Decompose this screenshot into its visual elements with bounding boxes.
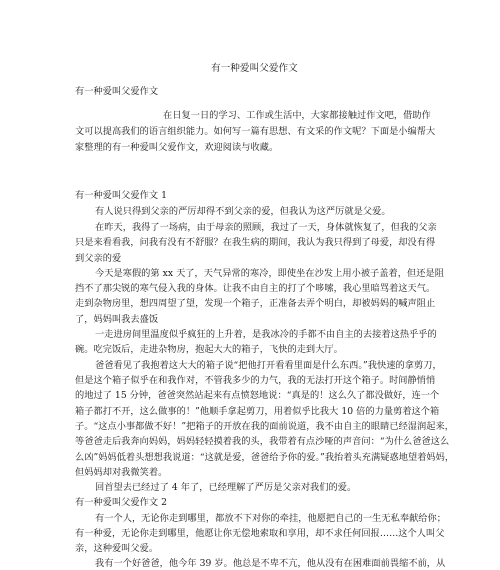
paragraph-line: 只是来看看我，问我有没有不舒服？在我生病的期间，我认为我只得到了母爱，却没有得 [75,237,436,248]
intro-line: 家整理的有一种爱叫父爱作文，欢迎阅读与收藏。 [75,142,279,153]
paragraph-line: 但妈妈却对我微笑着。 [75,467,168,478]
document-title: 有一种爱叫父爱作文 [211,63,298,74]
paragraph-line: 但是这个箱子似乎在和我作对，不管我多少的力气，我的无法打开这个箱子。时间静悄悄 [75,375,436,386]
paragraph-line: 我有一个好爸爸，他今年 39 岁。他总是不卑不亢，他从没有在困难面前畏缩不前，从 [95,558,446,569]
intro-line: 在日复一日的学习、工作或生活中，大家都接触过作文吧，借助作 [163,110,431,121]
paragraph-line: 在昨天，我得了一场病，由于母亲的照顾，我过了一天，身体就恢复了，但我的父亲 [95,222,437,233]
section-heading-1: 有一种爱叫父爱作文 1 [75,190,168,201]
paragraph-line: 走到杂物房里，想四周望了望，发现一个箱子，正准备去弄个明白，却被妈妈的喊声阻止 [75,298,436,309]
paragraph-line: 有一种爱，无论你走到哪里，他愿让你无偿地索取和享用，却不求任何回报……这个人叫父 [75,528,445,539]
paragraph-line: 爸爸看见了我抱着这大大的箱子说“把他打开看看里面是什么东西。”我快速的拿剪刀， [95,360,442,371]
paragraph-line: 的地过了 15 分钟，爸爸突然站起来有点愤怒地说：“真是的！这么久了都没做好，连一个 [75,390,440,401]
paragraph-line: 么凶”妈妈低着头想想我说道：“这就是爱，爸爸给予你的爱。”我抬着头充满疑惑地望着妈妈， [75,452,455,463]
intro-line: 文可以提高我们的语言组织能力。如何写一篇有思想、有文采的作文呢？下面是小编帮大 [75,126,436,137]
paragraph-line: 今天是寒假的第 xx 天了，天气异常的寒冷，即使坐在沙发上用小被子盖着，但还是阻 [95,268,444,279]
paragraph-line: 一走进房间里温度似乎疯狂的上升着，是我冰冷的手都不由自主的去接着这热乎乎的 [95,329,437,340]
document-subtitle: 有一种爱叫父爱作文 [75,86,159,97]
paragraph-line: 亲，这种爱叫父爱。 [75,543,159,554]
paragraph-line: 回首望去已经过了 4 年了，已经理解了严厉是父亲对我们的爱。 [95,482,357,493]
paragraph-line: 了，妈妈叫我去盛饭 [75,314,159,325]
section-heading-2: 有一种爱叫父爱作文 2 [75,497,168,508]
paragraph-line: 箱子都打不开，这么做事的！”他顺手拿起剪刀，用着似乎比我大 10 倍的力量剪着这个箱 [75,406,440,417]
paragraph-line: 碗。吃完饭后，走进杂物房，抱起大大的箱子，飞快的走到大厅。 [75,344,343,355]
paragraph-line: 有一个人，无论你走到哪里，都放不下对你的牵挂，他愿把自己的一生无私奉献给你； [95,513,447,524]
paragraph-line: 子。“这点小事都做不好！”把箱子的开放在我的面前说道，我不由自主的眼睛已经湿润起来， [75,421,454,432]
paragraph-line: 挡不了那尖锐的寒气侵入我的身体。让我不由自主的打了个哆嗦，我心里暗骂着这天气。 [75,283,436,294]
paragraph-line: 到父亲的爱 [75,253,122,264]
paragraph-line: 有人说只得到父亲的严厉却得不到父亲的爱，但我认为这严厉就是父爱。 [95,206,391,217]
paragraph-line: 等爸爸走后我奔向妈妈，妈妈轻轻摸着我的头，我带着有点沙哑的声音问：“为什么爸爸这么 [75,436,450,447]
